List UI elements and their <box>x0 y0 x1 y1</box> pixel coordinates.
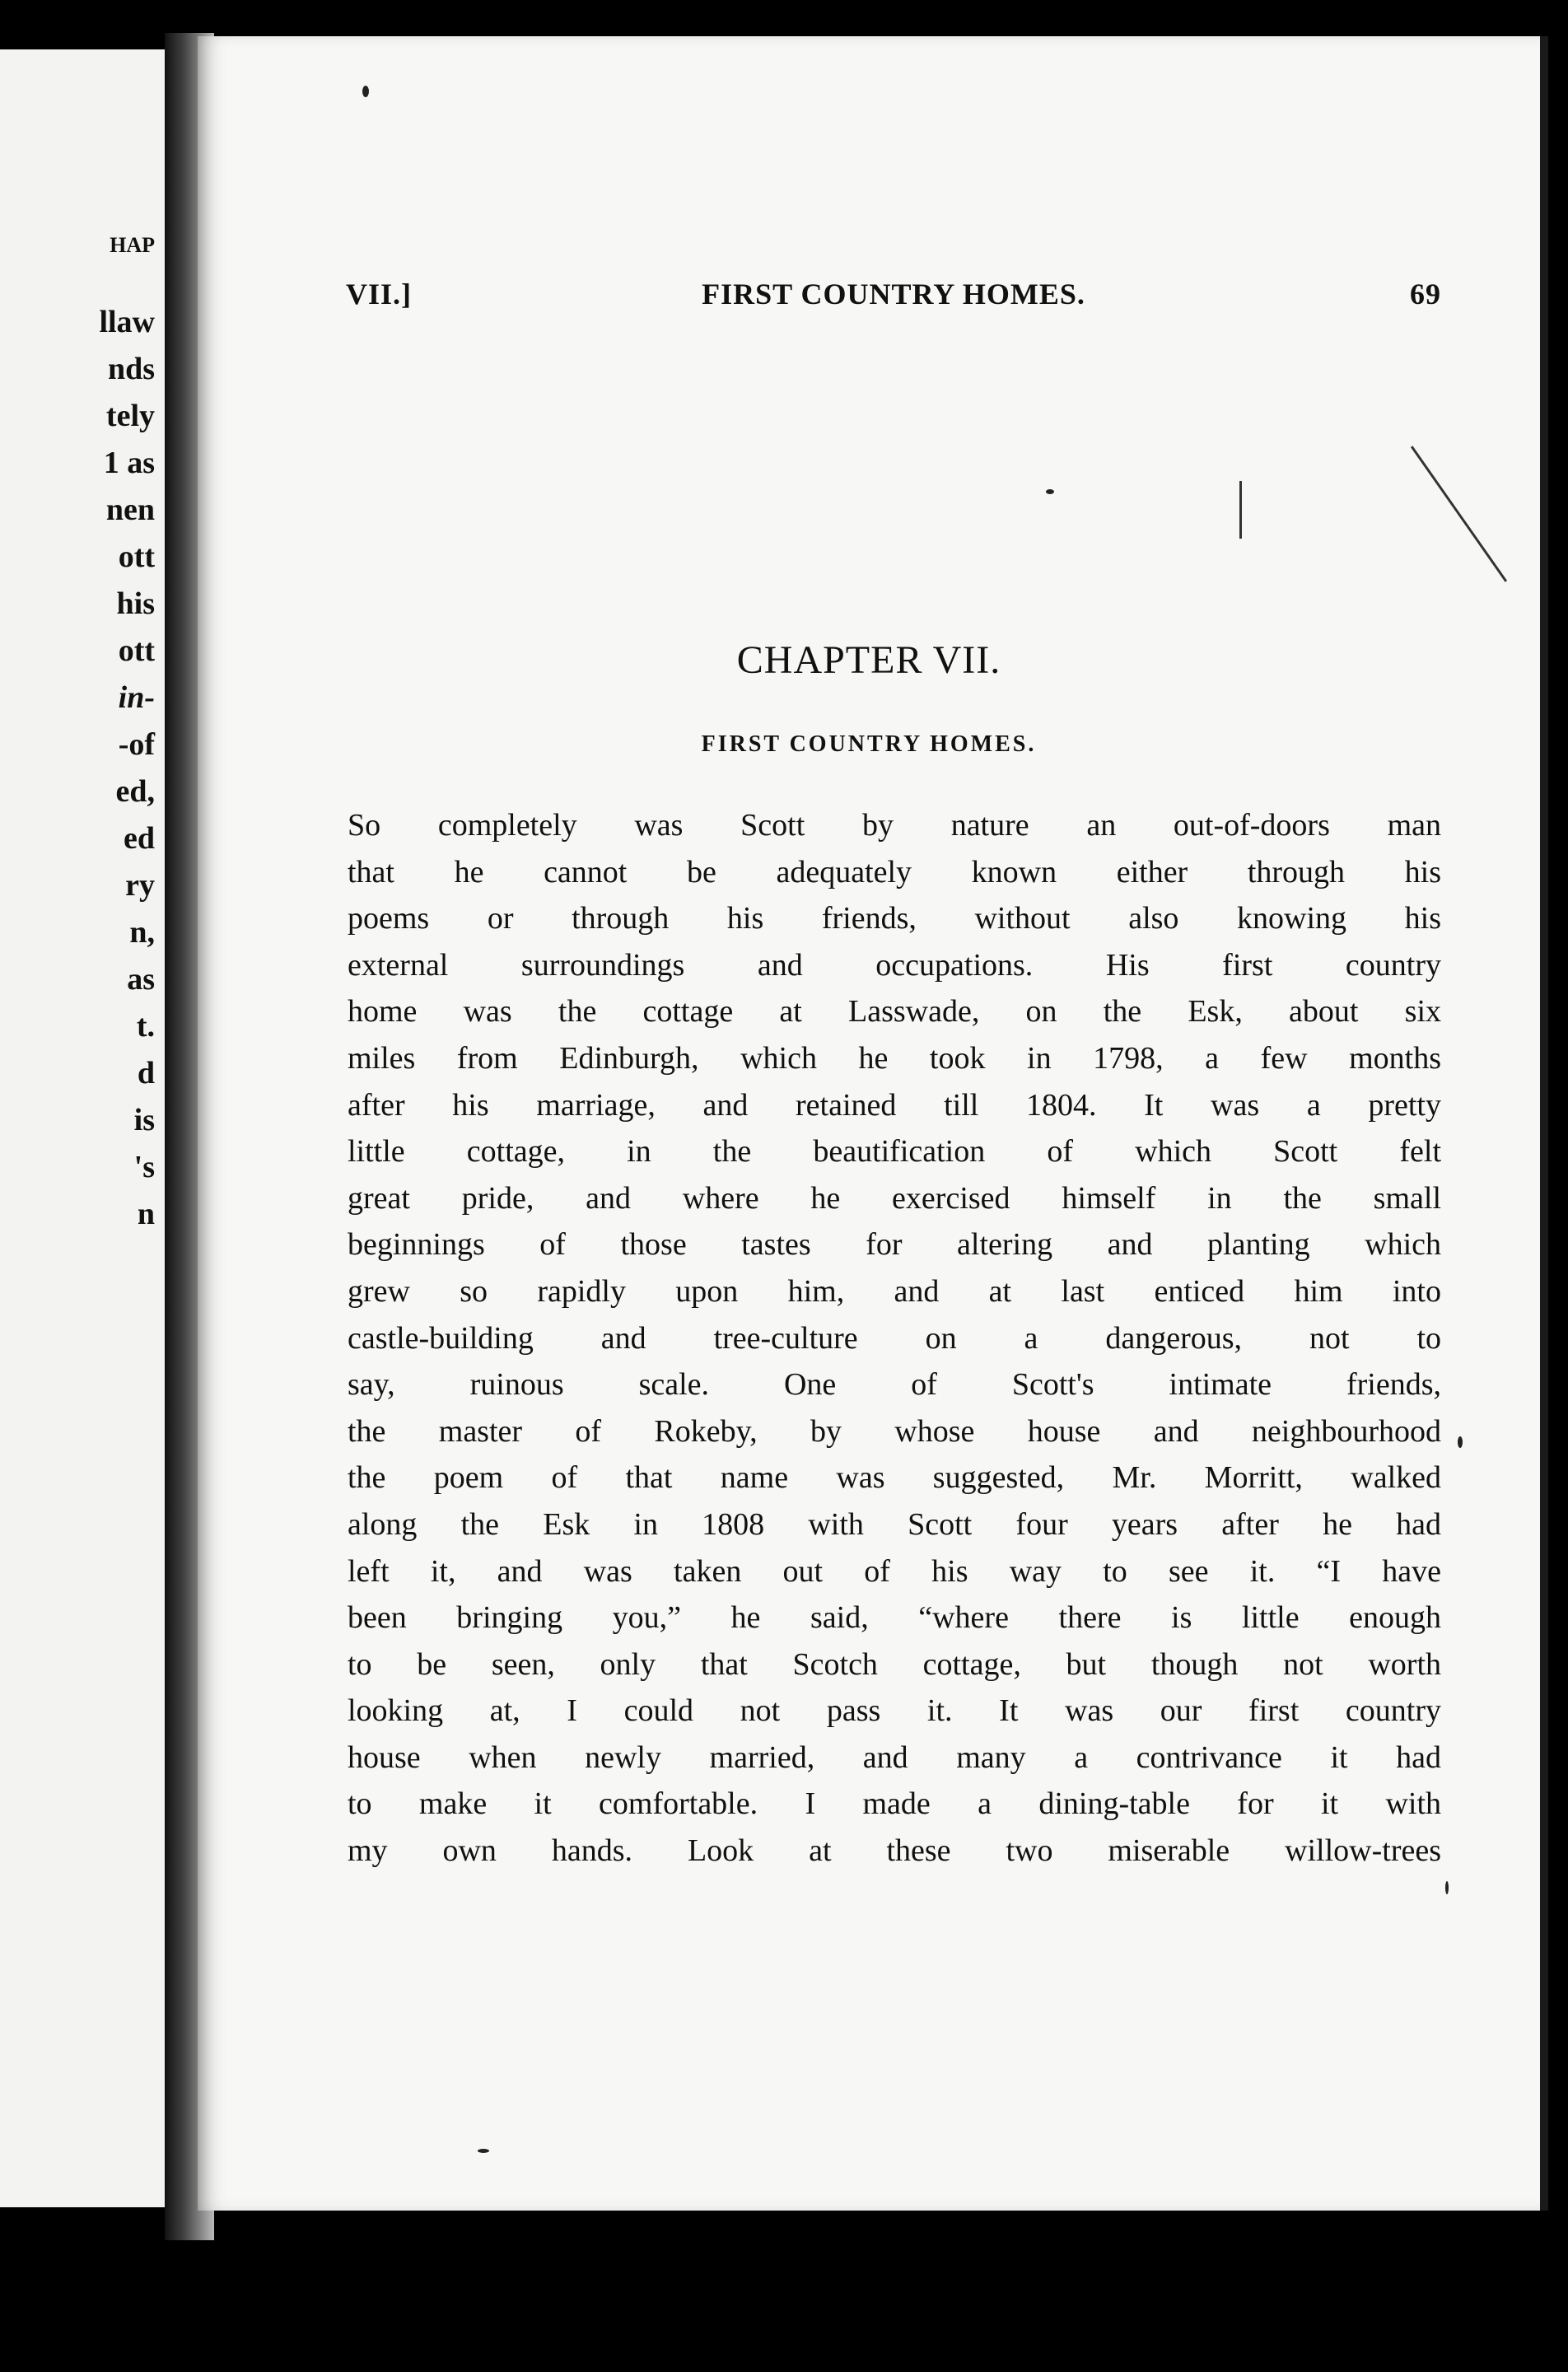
facing-page-line: nds <box>107 352 155 386</box>
text-line: poems or through his friends, without also knowing his <box>348 901 1441 936</box>
facing-page-line: n, <box>129 915 155 950</box>
text-line: beginnings of those tastes for altering and planting which <box>348 1227 1441 1263</box>
facing-page-line: his <box>116 586 155 621</box>
scan-speck <box>478 2149 489 2153</box>
text-line: my own hands. Look at these two miserable willow-trees <box>348 1833 1441 1869</box>
text-line: say, ruinous scale. One of Scott's intimate friends, <box>348 1367 1441 1403</box>
chapter-title: CHAPTER VII. <box>736 638 1001 682</box>
scan-speck <box>1046 489 1054 494</box>
facing-page-line: -of <box>118 727 155 762</box>
facing-page-line: HAP <box>110 233 155 257</box>
facing-page-line: in- <box>118 680 155 715</box>
text-line: that he cannot be adequately known either through his <box>348 854 1441 890</box>
text-line: looking at, I could not pass it. It was our first country <box>348 1693 1441 1729</box>
book-page <box>198 36 1548 2211</box>
body-text <box>348 802 1441 1875</box>
text-line: the master of Rokeby, by whose house and neighbourhood <box>348 1413 1441 1449</box>
facing-page-line: llaw <box>99 305 155 339</box>
text-line: So completely was Scott by nature an out-of-doors man <box>348 808 1441 843</box>
facing-page-line: ott <box>118 539 155 574</box>
running-head <box>346 277 1441 313</box>
facing-page-line: d <box>137 1056 155 1090</box>
text-line: little cottage, in the beautification of which Scott felt <box>348 1134 1441 1170</box>
text-line: external surroundings and occupations. His first country <box>348 947 1441 983</box>
facing-page-line: is <box>133 1103 155 1137</box>
facing-page-line: ed <box>124 821 155 856</box>
facing-page-line: ed, <box>115 774 155 809</box>
facing-page-line: 1 as <box>103 446 155 480</box>
text-line: home was the cottage at Lasswade, on the Esk, about six <box>348 994 1441 1030</box>
running-head-title: FIRST COUNTRY HOMES. <box>702 278 1085 311</box>
facing-page-line: t. <box>136 1009 155 1044</box>
page-number: 69 <box>1410 278 1441 311</box>
facing-page-line: n <box>137 1197 155 1231</box>
facing-page-line: nen <box>105 493 155 527</box>
facing-page-line: tely <box>105 399 155 433</box>
text-line: miles from Edinburgh, which he took in 1798, a few months <box>348 1040 1441 1076</box>
text-line: been bringing you,” he said, “where there is little enough <box>348 1600 1441 1636</box>
text-line: to make it comfortable. I made a dining-table for it with <box>348 1786 1441 1822</box>
text-line: castle-building and tree-culture on a dangerous, not to <box>348 1320 1441 1356</box>
text-line: along the Esk in 1808 with Scott four years after he had <box>348 1506 1441 1542</box>
facing-page-fragment <box>0 49 170 2207</box>
scan-speck <box>1458 1436 1463 1448</box>
text-line: house when newly married, and many a contrivance it had <box>348 1739 1441 1775</box>
text-line: grew so rapidly upon him, and at last enticed him into <box>348 1273 1441 1309</box>
facing-page-line: ott <box>118 633 155 668</box>
text-line: the poem of that name was suggested, Mr. Morritt, walked <box>348 1460 1441 1496</box>
text-line: great pride, and where he exercised himself in the small <box>348 1180 1441 1216</box>
scan-speck <box>362 86 369 97</box>
chapter-subtitle: FIRST COUNTRY HOMES. <box>701 731 1037 757</box>
scan-speck <box>1445 1881 1449 1894</box>
scan-scratch <box>1411 446 1507 582</box>
running-head-chapter: VII.] <box>346 278 413 311</box>
scan-scratch <box>1239 481 1242 539</box>
text-line: left it, and was taken out of his way to see it. “I have <box>348 1553 1441 1589</box>
facing-page-line: ry <box>125 868 155 903</box>
text-line: to be seen, only that Scotch cottage, but though not worth <box>348 1646 1441 1682</box>
facing-page-line: 's <box>133 1150 155 1184</box>
facing-page-line: as <box>127 962 155 997</box>
text-line: after his marriage, and retained till 1804. It was a pretty <box>348 1087 1441 1123</box>
